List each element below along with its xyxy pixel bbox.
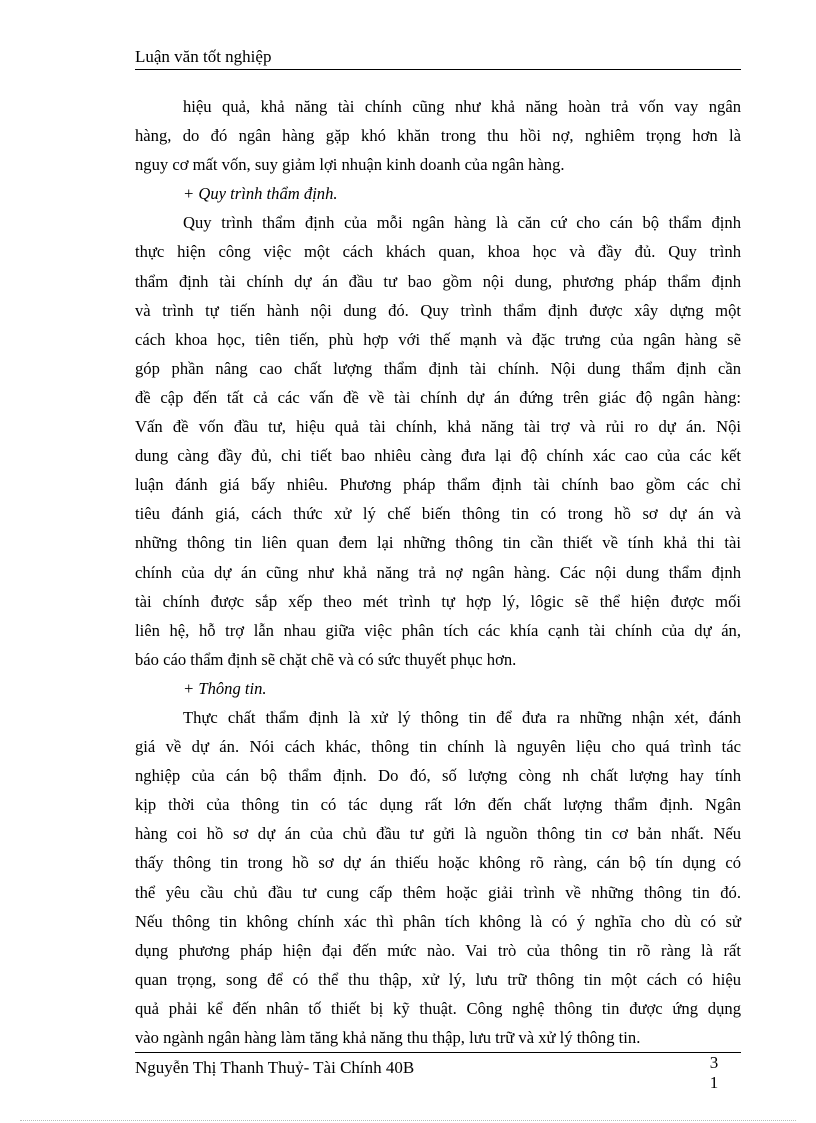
text-line: + Thông tin. xyxy=(183,678,267,698)
text-line: Quy trình thẩm định của mỗi ngân hàng là căn cứ cho cán bộ thẩm định xyxy=(183,213,741,233)
text-line: giá về dự án. Nói cách khác, thông tin chính là nguyên liệu cho quá trình tác xyxy=(135,737,741,757)
document-body xyxy=(135,92,741,1052)
text-line: cách khoa học, tiên tiến, phù hợp với thế mạnh và đặc trưng của ngân hàng sẽ xyxy=(135,329,741,349)
text-line: thẩm định tài chính dự án đầu tư bao gồm nội dung, phương pháp thẩm định xyxy=(135,271,741,291)
text-line: thể yêu cầu chủ đầu tư cung cấp thêm hoặc giải trình về những thông tin đó. xyxy=(135,882,741,902)
text-line: Nếu thông tin không chính xác thì phân tích không là có ý nghĩa cho dù có sử xyxy=(135,911,741,931)
text-line: chính của dự án cũng như khả năng trả nợ ngân hàng. Các nội dung thẩm định xyxy=(135,562,741,582)
text-line: thực hiện công việc một cách khách quan, khoa học và đầy đủ. Quy trình xyxy=(135,242,741,262)
text-line: dung càng đầy đủ, chi tiết bao nhiêu càng đưa lại độ chính xác cao của các kết xyxy=(135,446,741,466)
page-number xyxy=(707,1053,721,1093)
page-number-bottom: 1 xyxy=(709,1073,719,1092)
text-line: nguy cơ mất vốn, suy giảm lợi nhuận kinh doanh của ngân hàng. xyxy=(135,155,565,175)
text-line: hàng, do đó ngân hàng gặp khó khăn trong thu hồi nợ, nghiêm trọng hơn là xyxy=(135,126,741,146)
text-line: quan trọng, song để có thể thu thập, xử lý, lưu trữ thông tin một cách có hiệu xyxy=(135,969,741,989)
text-line: và trình tự tiến hành nội dung đó. Quy trình thẩm định được xây dựng một xyxy=(135,300,741,320)
page-header-title: Luận văn tốt nghiệp xyxy=(135,47,272,66)
text-line: tiêu đánh giá, cách thức xử lý chế biến thông tin có trong hồ sơ dự án và xyxy=(135,504,741,524)
text-line: đề cập đến tất cả các vấn đề về tài chính dự án đứng trên giác độ ngân hàng: xyxy=(135,387,741,407)
text-line: hiệu quả, khả năng tài chính cũng như khả năng hoàn trả vốn vay ngân xyxy=(183,97,741,116)
text-line: dụng phương pháp hiện đại đến mức nào. Vai trò của thông tin rõ ràng là rất xyxy=(135,940,741,960)
text-line: tài chính được sắp xếp theo mét trình tự hợp lý, lôgic sẽ thể hiện được mối xyxy=(135,591,741,611)
footer-rule xyxy=(135,1052,741,1053)
text-line: kịp thời của thông tin có tác dụng rất lớn đến chất lượng thẩm định. Ngân xyxy=(135,795,741,815)
text-line: Vấn đề vốn đầu tư, hiệu quả tài chính, khả năng tài trợ và rủi ro dự án. Nội xyxy=(135,417,741,437)
text-line: Thực chất thẩm định là xử lý thông tin để đưa ra những nhận xét, đánh xyxy=(183,707,741,727)
text-line: thấy thông tin trong hồ sơ dự án thiếu hoặc không rõ ràng, cán bộ tín dụng có xyxy=(135,853,741,873)
text-line: góp phần nâng cao chất lượng thẩm định tài chính. Nội dung thẩm định cần xyxy=(135,358,741,378)
text-line: báo cáo thẩm định sẽ chặt chẽ và có sức thuyết phục hơn. xyxy=(135,649,517,669)
text-line: vào ngành ngân hàng làm tăng khả năng thu thập, lưu trữ và xử lý thông tin. xyxy=(135,1028,641,1047)
text-line: hàng coi hồ sơ dự án của chủ đầu tư gửi là nguồn thông tin cơ bản nhất. Nếu xyxy=(135,824,741,844)
text-line: những thông tin liên quan đem lại những thông tin cần thiết về tính khả thi tài xyxy=(135,533,741,553)
page-number-top: 3 xyxy=(709,1053,719,1072)
text-line: + Quy trình thẩm định. xyxy=(183,184,338,204)
footer-author: Nguyễn Thị Thanh Thuỷ- Tài Chính 40B xyxy=(135,1058,415,1077)
header-rule xyxy=(135,69,741,70)
text-line: quả phải kể đến nhân tố thiết bị kỹ thuật. Công nghệ thông tin được ứng dụng xyxy=(135,998,741,1018)
page-edge-divider xyxy=(20,1120,796,1121)
text-line: nghiệp của cán bộ thẩm định. Do đó, số lượng còng nh chất lượng hay tính xyxy=(135,766,741,786)
text-line: liên hệ, hỗ trợ lẫn nhau giữa việc phân tích các khía cạnh tài chính của dự án, xyxy=(135,620,741,640)
text-line: luận đánh giá bấy nhiêu. Phương pháp thẩm định tài chính bao gồm các chỉ xyxy=(135,475,741,495)
